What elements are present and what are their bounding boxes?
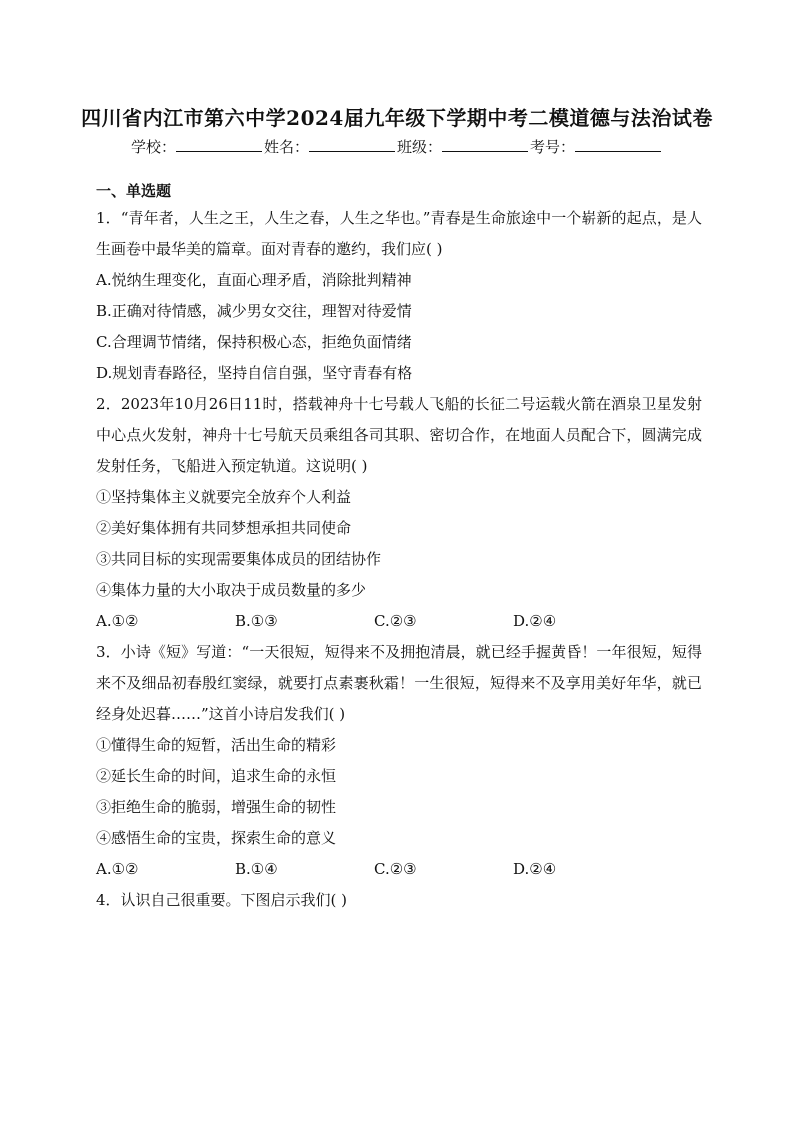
question-1-option-a: A.悦纳生理变化，直面心理矛盾，消除批判精神 bbox=[96, 271, 412, 289]
name-label: 姓名： bbox=[263, 138, 309, 156]
school-blank[interactable] bbox=[176, 139, 262, 152]
question-2-statement-1: ①坚持集体主义就要完全放弃个人利益 bbox=[96, 488, 352, 506]
question-2-statement-2: ②美好集体拥有共同梦想承担共同使命 bbox=[96, 519, 352, 537]
question-2-choice-a: A.①② bbox=[96, 612, 139, 630]
question-2-choice-b: B.①③ bbox=[235, 612, 278, 630]
question-3-choice-c: C.②③ bbox=[374, 860, 417, 878]
question-2-choices bbox=[96, 606, 702, 637]
question-4-stem: 4．认识自己很重要。下图启示我们( ) bbox=[96, 891, 348, 909]
question-2 bbox=[96, 389, 702, 637]
question-2-statement-3: ③共同目标的实现需要集体成员的团结协作 bbox=[96, 550, 382, 568]
name-blank[interactable] bbox=[309, 139, 395, 152]
question-1-stem: 1．“青年者，人生之王，人生之春，人生之华也。”青春是生命旅途中一个崭新的起点，是人生画卷中最华美的篇章。面对青春的邀约，我们应( ) bbox=[96, 209, 702, 258]
school-field bbox=[131, 136, 264, 157]
question-3-choice-d: D.②④ bbox=[513, 860, 557, 878]
question-2-choice-c: C.②③ bbox=[374, 612, 417, 630]
class-blank[interactable] bbox=[442, 139, 528, 152]
section-heading: 一、单选题 bbox=[96, 182, 172, 200]
exam-number-label: 考号： bbox=[530, 138, 576, 156]
name-field bbox=[264, 136, 397, 157]
exam-number-blank[interactable] bbox=[575, 139, 661, 152]
question-list bbox=[96, 203, 702, 916]
question-1 bbox=[96, 203, 702, 389]
question-3-statement-1: ①懂得生命的短暂，活出生命的精彩 bbox=[96, 736, 337, 754]
student-info-line bbox=[0, 136, 794, 157]
question-3-statement-3: ③拒绝生命的脆弱，增强生命的韧性 bbox=[96, 798, 337, 816]
question-4 bbox=[96, 885, 702, 916]
school-label: 学校： bbox=[130, 138, 176, 156]
question-1-option-b: B.正确对待情感，减少男女交往，理智对待爱情 bbox=[96, 302, 412, 320]
question-1-option-c: C.合理调节情绪，保持积极心态，拒绝负面情绪 bbox=[96, 333, 412, 351]
question-3-statement-4: ④感悟生命的宝贵，探索生命的意义 bbox=[96, 829, 337, 847]
exam-number-field bbox=[530, 136, 663, 157]
class-field bbox=[397, 136, 530, 157]
class-label: 班级： bbox=[397, 138, 443, 156]
question-3-stem: 3．小诗《短》写道：“一天很短，短得来不及拥抱清晨，就已经手握黄昏！一年很短，短得来不及细品初春殷红窦绿，就要打点素裹秋霜！一生很短，短得来不及享用美好年华，就已经身处迟暮……”这首小诗启发我们( ) bbox=[96, 643, 702, 723]
question-1-option-d: D.规划青春路径，坚持自信自强，坚守青春有格 bbox=[96, 364, 413, 382]
exam-title: 四川省内江市第六中学2024届九年级下学期中考二模道德与法治试卷 bbox=[81, 106, 713, 130]
question-3-statement-2: ②延长生命的时间，追求生命的永恒 bbox=[96, 767, 337, 785]
question-2-stem: 2．2023年10月26日11时，搭载神舟十七号载人飞船的长征二号运载火箭在酒泉卫星发射中心点火发射，神舟十七号航天员乘组各司其职、密切合作，在地面人员配合下，圆满完成发射任务，飞船进入预定轨道。这说明( ) bbox=[96, 395, 702, 475]
question-3-choice-b: B.①④ bbox=[235, 860, 278, 878]
question-3-choices bbox=[96, 854, 702, 885]
question-3-choice-a: A.①② bbox=[96, 860, 139, 878]
question-2-statement-4: ④集体力量的大小取决于成员数量的多少 bbox=[96, 581, 367, 599]
question-2-choice-d: D.②④ bbox=[513, 612, 557, 630]
question-3 bbox=[96, 637, 702, 885]
